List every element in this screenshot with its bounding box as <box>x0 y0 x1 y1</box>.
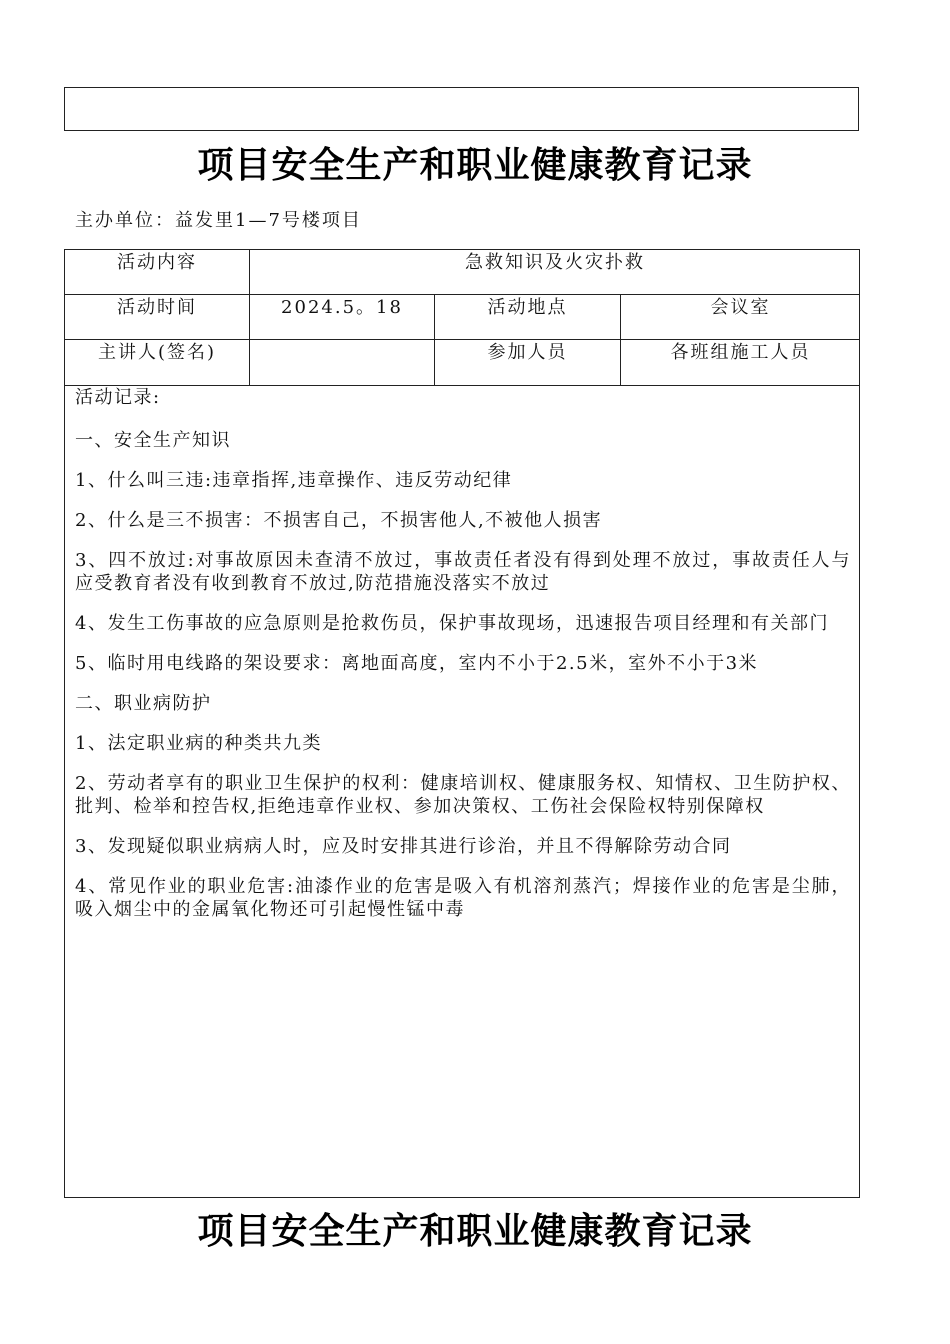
record-paragraph: 1、什么叫三违:违章指挥,违章操作、违反劳动纪律 <box>75 470 513 491</box>
record-paragraph: 5、临时用电线路的架设要求：离地面高度，室内不小于2.5米，室外不小于3米 <box>75 653 759 674</box>
record-paragraph: 4、常见作业的职业危害:油漆作业的危害是吸入有机溶剂蒸汽；焊接作业的危害是尘肺，吸入烟尘中的金属氧化物还可引起慢性锰中毒 <box>75 876 851 920</box>
place-value: 会议室 <box>710 297 771 318</box>
record-paragraph: 一、安全生产知识 <box>75 430 231 451</box>
record-paragraph: 2、什么是三不损害：不损害自己，不损害他人,不被他人损害 <box>75 510 603 531</box>
repeated-page-title: 项目安全生产和职业健康教育记录 <box>197 1211 753 1252</box>
content-value: 急救知识及火灾扑救 <box>465 252 645 273</box>
record-paragraph: 4、发生工伤事故的应急原则是抢救伤员，保护事故现场，迅速报告项目经理和有关部门 <box>75 613 829 634</box>
record-title: 活动记录: <box>75 387 161 408</box>
place-label: 活动地点 <box>487 297 568 318</box>
speaker-label: 主讲人(签名) <box>97 342 217 363</box>
record-paragraph: 1、法定职业病的种类共九类 <box>75 733 322 754</box>
record-paragraph: 3、发现疑似职业病病人时，应及时安排其进行诊治，并且不得解除劳动合同 <box>75 836 732 857</box>
record-paragraph: 3、四不放过:对事故原因未查清不放过，事故责任者没有得到处理不放过，事故责任人与应受教育者没有收到教育不放过,防范措施没落实不放过 <box>75 550 851 594</box>
page-title: 项目安全生产和职业健康教育记录 <box>197 145 753 186</box>
time-label: 活动时间 <box>117 297 197 318</box>
participants-value: 各班组施工人员 <box>670 342 811 363</box>
time-value: 2024.5。18 <box>281 297 403 318</box>
activity-record <box>75 386 851 938</box>
record-table <box>64 249 860 1198</box>
top-empty-box <box>64 87 859 131</box>
record-paragraph: 2、劳动者享有的职业卫生保护的权利：健康培训权、健康服务权、知情权、卫生防护权、批判、检举和控告权,拒绝违章作业权、参加决策权、工伤社会保险权特别保障权 <box>75 773 851 817</box>
participants-label: 参加人员 <box>487 342 568 363</box>
record-paragraph: 二、职业病防护 <box>75 693 212 714</box>
content-label: 活动内容 <box>117 252 197 273</box>
organizer-line: 主办单位：益发里1—7号楼项目 <box>75 210 362 231</box>
